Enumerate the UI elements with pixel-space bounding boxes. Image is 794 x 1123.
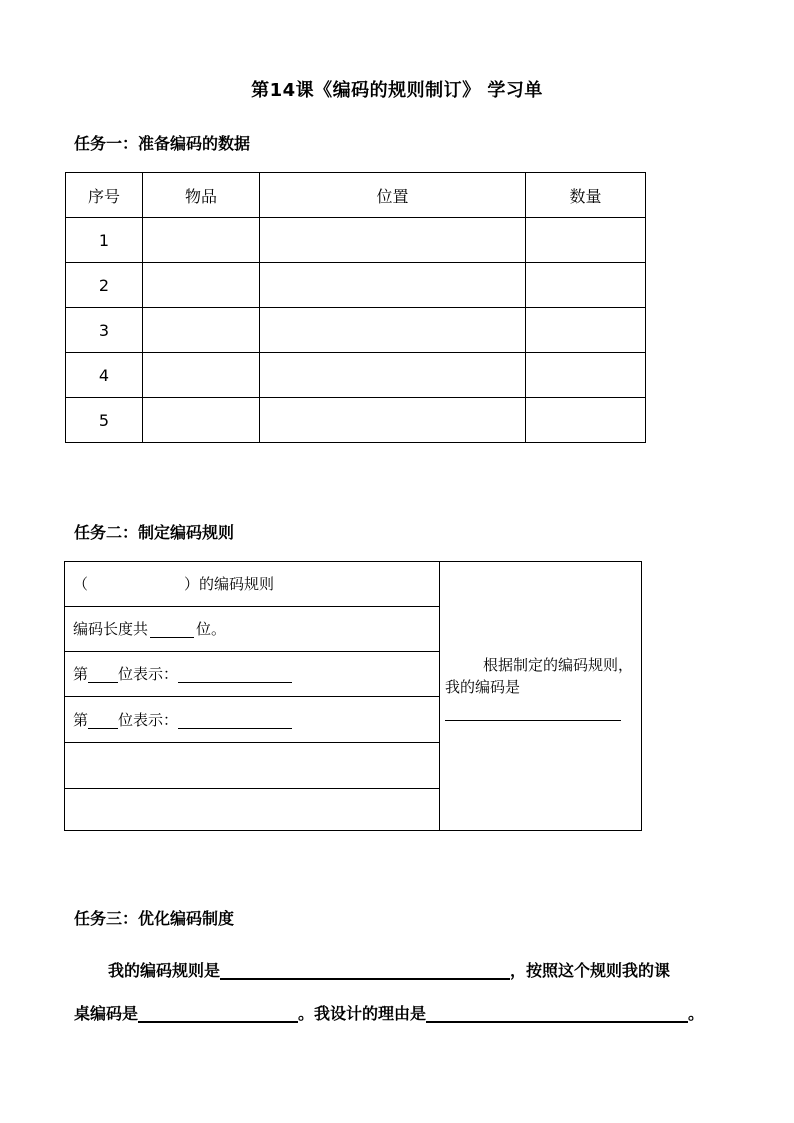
cell-quantity[interactable] (526, 218, 646, 263)
header-location: 位置 (260, 173, 526, 218)
cell-quantity[interactable] (526, 353, 646, 398)
cell-index: 4 (66, 353, 143, 398)
table-row (66, 308, 646, 353)
table-row (66, 263, 646, 308)
rule-name-label: ）的编码规则 (184, 575, 275, 593)
rule-sentence-start: 我的编码规则是 (108, 961, 221, 980)
length-label: 编码长度共 (73, 620, 149, 638)
items-table (65, 172, 646, 443)
my-code-text: 根据制定的编码规则，我的编码是 (445, 656, 634, 696)
cell-item[interactable] (143, 353, 260, 398)
cell-item[interactable] (143, 263, 260, 308)
my-code-panel (445, 654, 637, 721)
cell-index: 5 (66, 398, 143, 443)
rule-row-position-1[interactable] (65, 652, 439, 697)
cell-location[interactable] (260, 308, 526, 353)
my-rule-blank[interactable] (220, 962, 510, 980)
desk-code-label: 桌编码是 (74, 1004, 139, 1023)
rule-row-position-2[interactable] (65, 698, 439, 743)
meaning-blank[interactable] (178, 712, 292, 729)
cell-index: 3 (66, 308, 143, 353)
reason-label: 。我设计的理由是 (298, 1004, 427, 1023)
cell-location[interactable] (260, 263, 526, 308)
desk-code-blank[interactable] (138, 1005, 298, 1023)
position-blank[interactable] (88, 666, 118, 683)
rule-row-name[interactable] (65, 562, 439, 607)
task1-heading: 任务一：准备编码的数据 (74, 134, 251, 153)
cell-quantity[interactable] (526, 308, 646, 353)
page-title: 第14课《编码的规则制订》 学习单 (251, 80, 543, 101)
task2-heading: 任务二：制定编码规则 (74, 523, 235, 542)
rule-sentence-line1 (108, 958, 778, 981)
table-row (66, 398, 646, 443)
table-header-row (66, 173, 646, 218)
coding-rule-box (64, 561, 642, 831)
my-code-blank[interactable] (445, 720, 621, 721)
cell-item[interactable] (143, 308, 260, 353)
length-blank[interactable] (150, 621, 194, 638)
sentence-end: 。 (688, 1004, 705, 1023)
cell-item[interactable] (143, 218, 260, 263)
cell-quantity[interactable] (526, 398, 646, 443)
position-prefix: 第 (73, 711, 89, 729)
cell-quantity[interactable] (526, 263, 646, 308)
reason-blank[interactable] (426, 1005, 688, 1023)
cell-location[interactable] (260, 218, 526, 263)
header-index: 序号 (66, 173, 143, 218)
task3-heading: 任务三：优化编码制度 (74, 909, 235, 928)
header-quantity: 数量 (526, 173, 646, 218)
position-prefix: 第 (73, 665, 89, 683)
table-row (66, 218, 646, 263)
cell-location[interactable] (260, 353, 526, 398)
rule-sentence-line2 (74, 1001, 744, 1024)
position-suffix: 位表示： (118, 665, 179, 683)
cell-item[interactable] (143, 398, 260, 443)
rule-sentence-continue: ，按照这个规则我的课 (510, 961, 671, 980)
position-blank[interactable] (88, 712, 118, 729)
rule-row-length[interactable] (65, 607, 439, 652)
rule-row-empty[interactable] (65, 744, 439, 789)
header-item: 物品 (143, 173, 260, 218)
rule-rows (65, 562, 440, 830)
cell-location[interactable] (260, 398, 526, 443)
position-suffix: 位表示： (118, 711, 179, 729)
open-paren: （ (73, 575, 89, 593)
table-row (66, 353, 646, 398)
cell-index: 1 (66, 218, 143, 263)
meaning-blank[interactable] (178, 666, 292, 683)
rule-row-empty[interactable] (65, 789, 439, 834)
length-unit: 位。 (196, 620, 227, 638)
cell-index: 2 (66, 263, 143, 308)
